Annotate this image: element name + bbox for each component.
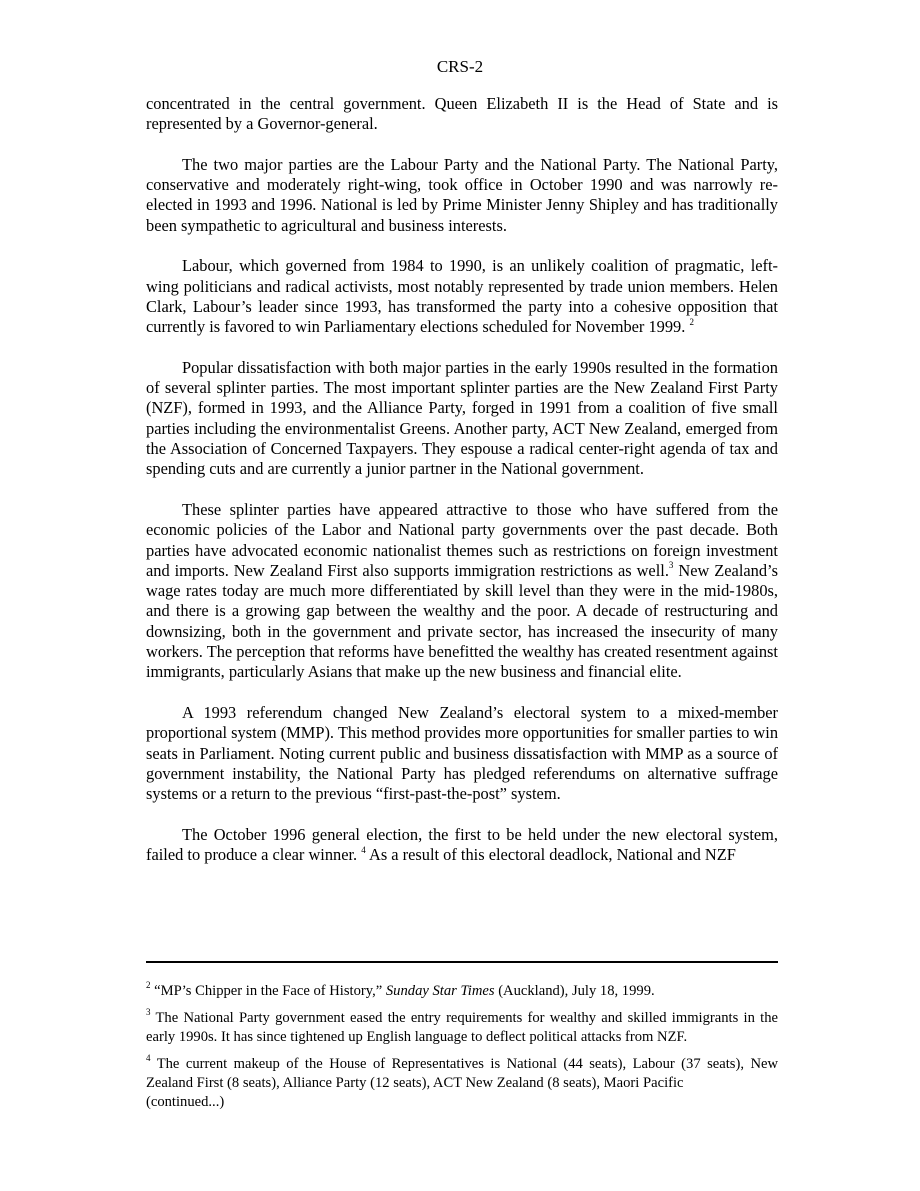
paragraph-5-text-a: These splinter parties have appeared attractive to those who have suffered from the economic policies of the Labor and National party governments over the past decade. Both parties have advocated economic nationalist themes such as restrictions on foreign investment and imports. New Zealand First also supports immigration restrictions as well. [146, 499, 778, 580]
footnote-2-text-a: “MP’s Chipper in the Face of History,” [154, 983, 383, 999]
footnotes [146, 982, 778, 1120]
paragraph-7-text-a: The October 1996 general election, the first to be held under the new electoral system, failed to produce a clear winner. [146, 824, 778, 864]
footnote-divider [146, 961, 778, 963]
paragraph-4: Popular dissatisfaction with both major parties in the early 1990s resulted in the formation of several splinter parties. The most important splinter parties are the New Zealand First Party (NZF), formed in 1993, and the Alliance Party, forged in 1991 from a coalition of five small parties including the environmentalist Greens. Another party, ACT New Zealand, emerged from the Association of Concerned Taxpayers. They espouse a radical center-right agenda of tax and spending cuts and are currently a junior partner in the National government. [146, 357, 778, 479]
footnote-2-publication: Sunday Star Times [385, 983, 495, 999]
paragraph-7-text-b: As a result of this electoral deadlock, National and NZF [368, 844, 736, 864]
footnote-2-text-b: (Auckland), July 18, 1999. [498, 983, 655, 999]
footnote-ref-3[interactable]: 3 [668, 560, 674, 571]
page-header [0, 57, 920, 77]
continued-marker: (continued...) [146, 1094, 225, 1110]
paragraph-1: concentrated in the central government. Queen Elizabeth II is the Head of State and is represented by a Governor-general. [146, 94, 778, 134]
paragraph-7 [146, 825, 778, 866]
body-text [146, 94, 778, 886]
paragraph-6: A 1993 referendum changed New Zealand’s electoral system to a mixed-member proportional system (MMP). This method provides more opportunities for smaller parties to win seats in Parliament. Noting current public and business dissatisfaction with MMP as a source of government instability, the National Party has pledged referendums on alternative suffrage systems or a return to the previous “first-past-the-post” system. [146, 702, 779, 804]
footnote-2-number: 2 [146, 980, 151, 991]
footnote-3 [146, 1009, 778, 1047]
footnote-2 [146, 982, 778, 1001]
paragraph-5-text-b: New Zealand’s wage rates today are much more differentiated by skill level than they were in the mid-1980s, and there is a growing gap between the wealthy and the poor. A decade of restructuring and downsizing, both in the government and private sector, has increased the insecurity of many workers. The perception that reforms have benefitted the wealthy has created resentment against immigrants, particularly Asians that make up the new business and financial elite. [146, 560, 778, 682]
paragraph-2: The two major parties are the Labour Party and the National Party. The National Party, conservative and moderately right-wing, took office in October 1990 and was narrowly re-elected in 1993 and 1996. National is led by Prime Minister Jenny Shipley and has traditionally been sympathetic to agricultural and business interests. [146, 154, 778, 235]
footnote-ref-2[interactable]: 2 [689, 316, 694, 327]
footnote-4 [146, 1055, 778, 1093]
page-label: CRS-2 [436, 57, 484, 76]
footnote-4-text: The current makeup of the House of Representatives is National (44 seats), Labour (37 seats), New Zealand First (8 seats), Alliance Party (12 seats), ACT New Zealand (8 seats), Maori Pacific [146, 1056, 778, 1091]
paragraph-3 [146, 256, 778, 337]
footnote-3-text: The National Party government eased the entry requirements for wealthy and skilled immigrants in the early 1990s. It has since tightened up English language to deflect political attacks from NZF. [146, 1010, 778, 1045]
paragraph-3-text: Labour, which governed from 1984 to 1990, is an unlikely coalition of pragmatic, left-wing politicians and radical activists, most notably represented by trade union members. Helen Clark, Labour’s leader since 1993, has transformed the party into a cohesive opposition that currently is favored to win Parliamentary elections scheduled for November 1999. [146, 256, 778, 337]
footnote-3-number: 3 [146, 1007, 151, 1018]
paragraph-5 [146, 500, 778, 683]
footnote-4-number: 4 [146, 1053, 151, 1064]
footnote-ref-4[interactable]: 4 [361, 844, 366, 855]
